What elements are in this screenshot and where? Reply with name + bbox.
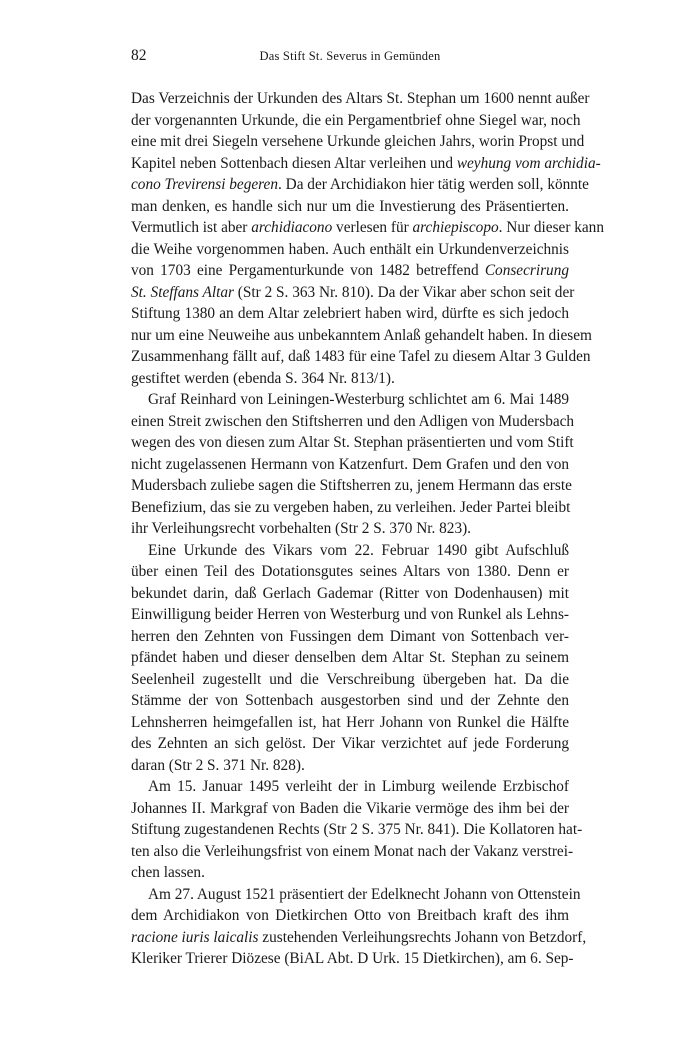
text-segment: dem Archidiakon von Dietkirchen Otto von Breitbach kraft des ihm [131,907,569,924]
text-segment: (Str 2 S. 363 Nr. 810). Da der Vikar aber schon seit der [233,283,575,301]
text-line [131,841,574,863]
text-segment: zustehenden Verleihungsrechts Johann von Betzdorf, [258,928,587,946]
text-segment: Benefizium, das sie zu vergeben haben, zu verleihen. Jeder Partei bleibt [131,498,571,516]
text-line [131,884,581,906]
text-line [131,733,569,755]
text-segment: Kleriker Trierer Diözese (BiAL Abt. D Urk. 15 Dietkirchen), am 6. Sep- [131,950,574,967]
text-segment: gestiftet werden (ebenda S. 364 Nr. 813/1). [131,369,395,387]
text-line [131,432,574,454]
text-segment: von 1703 eine Pergamenturkunde von 1482 betreffend [131,262,485,279]
text-line [131,927,587,949]
italic-text-segment: St. Steffans Altar [131,283,234,301]
text-segment: verlesen für [332,219,413,236]
text-segment: die Weihe vorgenommen haben. Auch enthält ein Urkundenverzeichnis [131,240,569,258]
text-segment: des Zehnten an sich gelöst. Der Vikar verzichtet auf jede Forderung [131,735,569,752]
text-line [131,604,569,626]
text-line [131,260,569,282]
text-line [131,217,604,239]
text-line [131,303,569,325]
text-segment: chen lassen. [131,864,205,881]
text-line [131,131,585,153]
text-segment: einen Streit zwischen den Stiftsherren und den Adligen von Mudersbach [131,412,575,430]
text-line [131,239,569,261]
italic-text-segment: racione iuris laicalis [131,928,259,946]
text-segment: Eine Urkunde des Vikars vom 22. Februar 1490 gibt Aufschluß [148,541,569,559]
text-segment: Stämme der von Sottenbach ausgestorben sind und der Zehnte den [131,692,569,709]
text-segment: Mudersbach zuliebe sagen die Stiftsherren zu, jenem Hermann das erste [131,477,572,494]
text-line [131,325,592,347]
text-line [131,862,569,884]
text-line [131,540,569,562]
text-line [131,905,569,927]
text-line [131,798,569,820]
text-line [131,389,569,411]
text-segment: daran (Str 2 S. 371 Nr. 828). [131,756,305,774]
page-header [131,47,569,69]
text-segment: Johannes II. Markgraf von Baden die Vikarie vermöge des ihm bei der [131,799,569,817]
text-segment: Kapitel neben Sottenbach diesen Altar verleihen und [131,154,457,172]
text-segment: Einwilligung beider Herren von Westerburg und von Runkel als Lehns- [131,606,569,623]
text-segment: . Da der Archidiakon hier tätig werden soll, könnte [278,176,589,193]
text-line [131,819,583,841]
text-line [131,948,574,970]
text-line [131,346,591,368]
text-segment: Vermutlich ist aber [131,219,252,236]
text-segment: man denken, es handle sich nur um die Investierung des Präsentierten. [131,197,569,215]
text-segment: Am 27. August 1521 präsentiert der Edelknecht Johann von Ottenstein [148,885,581,903]
text-line [131,647,569,669]
text-line [131,776,569,798]
text-line [131,755,569,777]
text-line [131,88,590,110]
running-title: Das Stift St. Severus in Gemünden [259,49,441,63]
text-segment: Stiftung zugestandenen Rechts (Str 2 S. 375 Nr. 841). Die Kollatoren hat- [131,821,583,838]
text-line [131,518,569,540]
text-line [131,475,572,497]
text-segment: herren den Zehnten von Fussingen dem Dimant von Sottenbach ver- [131,627,569,645]
italic-text-segment: archiepiscopo [412,219,499,236]
italic-text-segment: archidiacono [251,219,333,236]
text-line [131,368,569,390]
text-segment: Am 15. Januar 1495 verleiht der in Limburg weilende Erzbischof [148,778,569,795]
italic-text-segment: weyhung vom archidia- [456,154,601,172]
text-line [131,411,575,433]
text-line [131,454,569,476]
text-segment: Das Verzeichnis der Urkunden des Altars St. Stephan um 1600 nennt außer [131,90,590,107]
italic-text-segment: cono Trevirensi begeren [131,176,278,193]
text-segment: . Nur dieser kann [498,219,604,236]
text-segment: Seelenheil zugestellt und die Verschreibung übergeben hat. Da die [131,670,569,688]
text-segment: wegen des von diesen zum Altar St. Stephan präsentierten und vom Stift [131,434,574,451]
text-segment: der vorgenannten Urkunde, die ein Pergamentbrief ohne Siegel war, noch [131,111,581,129]
text-segment: Zusammenhang fällt auf, daß 1483 für eine Tafel zu diesem Altar 3 Gulden [131,348,591,365]
text-segment: ten also die Verleihungsfrist von einem Monat nach der Vakanz verstrei- [131,842,574,860]
italic-text-segment: Consecrirung [484,262,569,279]
text-line [131,497,569,519]
text-segment: Graf Reinhard von Leiningen-Westerburg schlichtet am 6. Mai 1489 [148,391,569,408]
text-segment: nur um eine Neuweihe aus unbekanntem Anlaß gehandelt haben. In diesem [131,326,592,344]
text-segment: Lehnsherren heimgefallen ist, hat Herr Johann von Runkel die Hälfte [131,713,569,731]
text-segment: nicht zugelassenen Hermann von Katzenfurt. Dem Grafen und den von [131,455,569,473]
text-line [131,282,575,304]
text-segment: pfändet haben und dieser denselben dem Altar St. Stephan zu seinem [131,649,569,666]
text-segment: eine mit drei Siegeln versehene Urkunde gleichen Jahrs, worin Propst und [131,133,585,150]
page-number: 82 [131,47,147,64]
text-line [131,690,569,712]
text-line [131,110,581,132]
text-line [131,174,589,196]
text-line [131,153,601,175]
text-segment: ihr Verleihungsrecht vorbehalten (Str 2 S. 370 Nr. 823). [131,520,472,537]
text-line [131,583,569,605]
text-line [131,196,569,218]
text-line [131,561,569,583]
body-text [131,88,604,970]
text-segment: über einen Teil des Dotationsgutes seines Altars von 1380. Denn er [131,563,569,580]
text-line [131,712,569,734]
text-segment: Stiftung 1380 an dem Altar zelebriert haben wird, dürfte es sich jedoch [131,305,569,322]
text-line [131,669,569,691]
text-line [131,626,569,648]
text-segment: bekundet darin, daß Gerlach Gademar (Ritter von Dodenhausen) mit [131,584,569,602]
